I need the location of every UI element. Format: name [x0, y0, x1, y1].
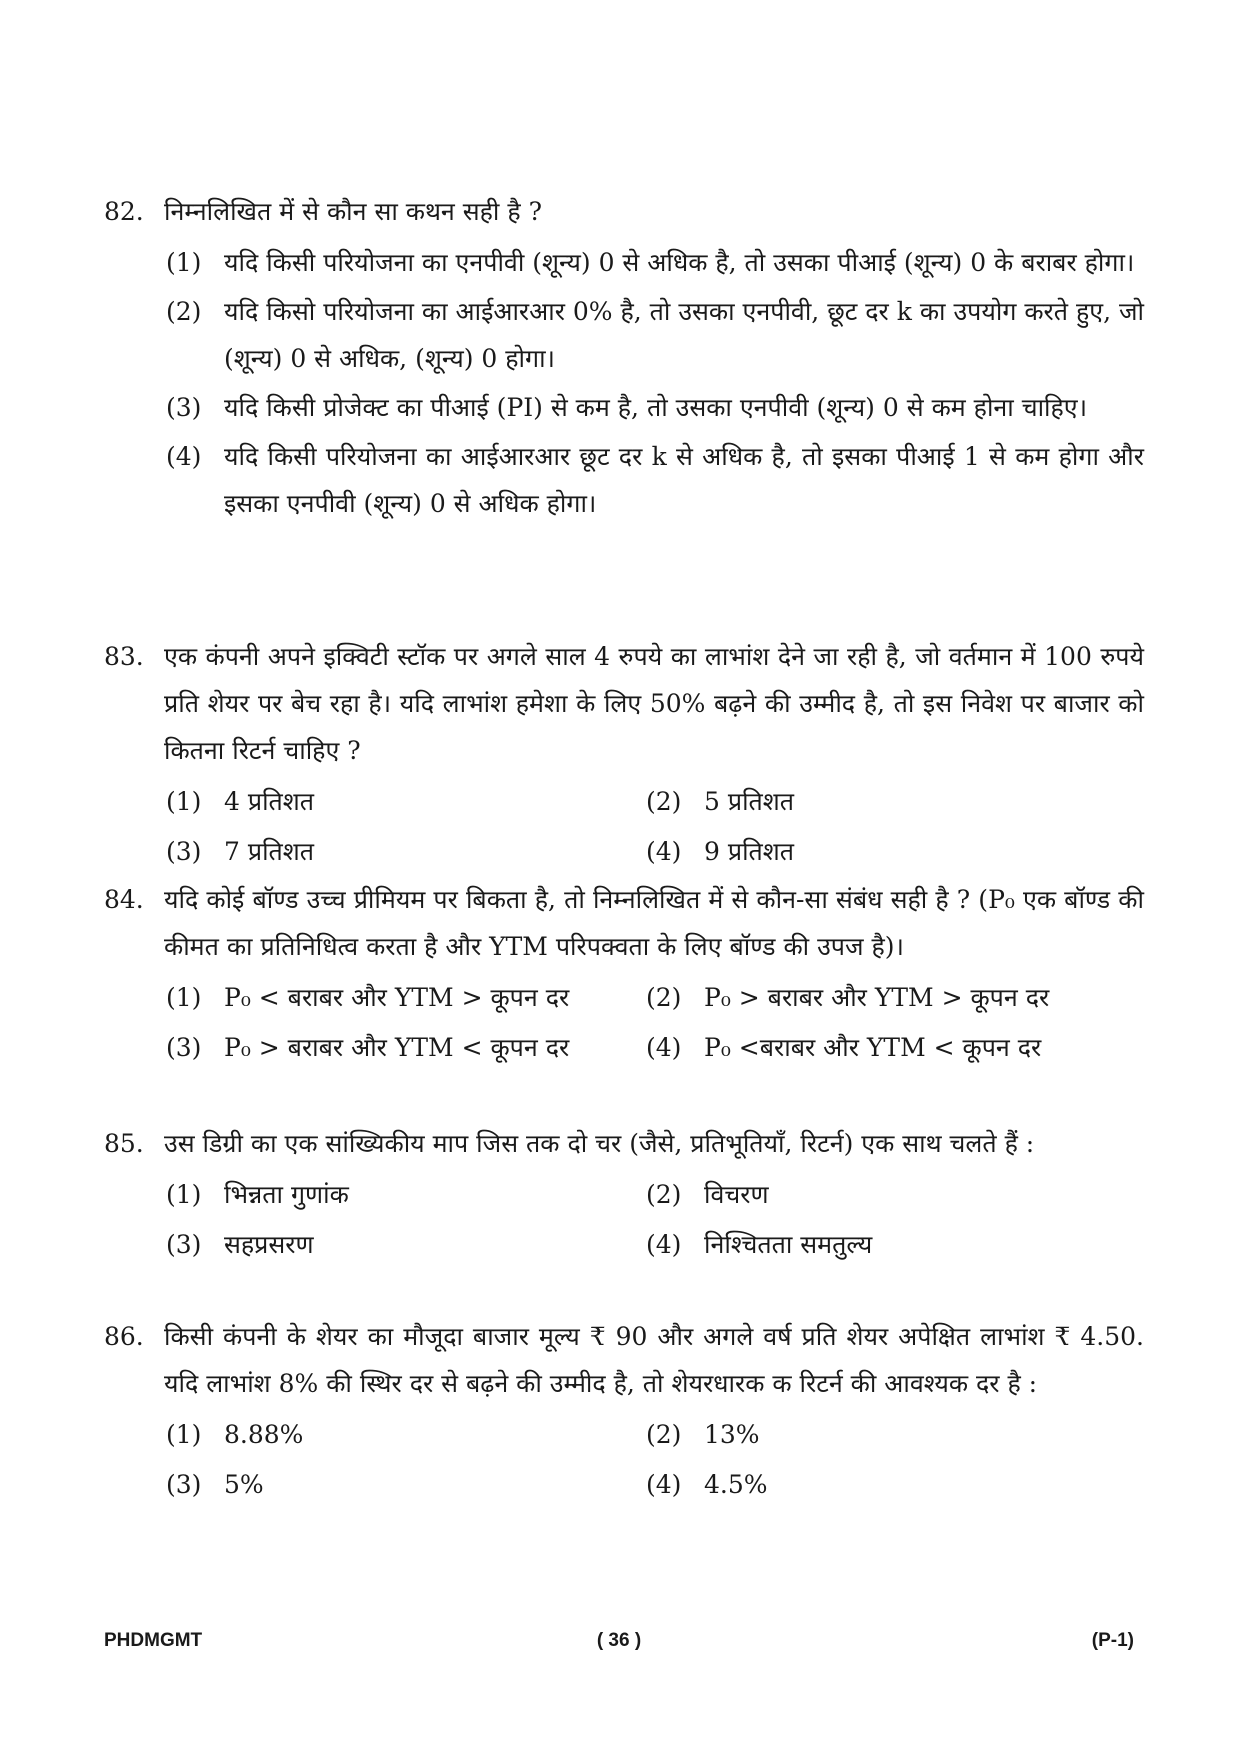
question-text: किसी कंपनी के शेयर का मौजूदा बाजार मूल्य ₹ 90 और अगले वर्ष प्रति शेयर अपेक्षित लाभांश ₹ 4.50. यदि लाभांश 8% की स्थिर दर से बढ़ने की उम्मीद है, तो शेयरधारक क रिटर्न की आवश्यक दर है :: [164, 1322, 1144, 1398]
option-4: [644, 828, 1124, 875]
option-3: [164, 1221, 644, 1268]
option-text: यदि किसी प्रोजेक्ट का पीआई (PI) से कम है, तो उसका एनपीवी (शून्य) 0 से कम होना चाहिए।: [224, 393, 1088, 422]
option-number: (2): [646, 787, 682, 816]
option-text: विचरण: [704, 1180, 769, 1209]
option-text: यदि किसो परियोजना का आईआरआर 0% है, तो उसका एनपीवी, छूट दर k का उपयोग करते हुए, जो (शून्य) 0 से अधिक, (शून्य) 0 होगा।: [224, 297, 1144, 373]
question-text: यदि कोई बॉण्ड उच्च प्रीमियम पर बिकता है, तो निम्नलिखित में से कौन-सा संबंध सही है ? (P₀ एक बॉण्ड की कीमत का प्रतिनिधित्व करता है और YTM परिपक्वता के लिए बॉण्ड की उपज है)।: [164, 885, 1144, 961]
option-text: 5%: [224, 1470, 264, 1499]
option-4: [644, 1221, 1124, 1268]
option-number: (1): [166, 1180, 202, 1209]
option-1: [164, 974, 644, 1021]
question-84: [104, 876, 1144, 1071]
option-1: [164, 239, 1144, 286]
option-text: P₀ > बराबर और YTM < कूपन दर: [224, 1033, 570, 1062]
option-text: 9 प्रतिशत: [704, 837, 795, 866]
option-number: (2): [646, 1420, 682, 1449]
question-text: उस डिग्री का एक सांख्यिकीय माप जिस तक दो चर (जैसे, प्रतिभूतियाँ, रिटर्न) एक साथ चलते हैं :: [164, 1129, 1035, 1158]
option-number: (2): [166, 297, 202, 326]
option-2: [644, 1171, 1124, 1218]
option-1: [164, 778, 644, 825]
option-4: [644, 1024, 1124, 1071]
option-text: 7 प्रतिशत: [224, 837, 315, 866]
option-4: [644, 1461, 1124, 1508]
option-number: (4): [646, 1230, 682, 1259]
option-text: 4 प्रतिशत: [224, 787, 315, 816]
option-number: (2): [646, 1180, 682, 1209]
page-number: ( 36 ): [596, 1630, 642, 1651]
option-3: [164, 1024, 644, 1071]
option-text: सहप्रसरण: [224, 1230, 314, 1259]
page-footer: [104, 1630, 1134, 1660]
option-number: (3): [166, 1470, 202, 1499]
option-text: 13%: [704, 1420, 760, 1449]
option-number: (4): [166, 442, 202, 471]
option-number: (3): [166, 1230, 202, 1259]
option-number: (3): [166, 1033, 202, 1062]
question-number: 85.: [104, 1129, 144, 1158]
option-text: 4.5%: [704, 1470, 768, 1499]
option-number: (4): [646, 837, 682, 866]
option-number: (2): [646, 983, 682, 1012]
option-4: [164, 433, 1144, 527]
option-text: 5 प्रतिशत: [704, 787, 795, 816]
question-number: 86.: [104, 1322, 144, 1351]
set-code: (P-1): [1091, 1630, 1134, 1651]
option-text: P₀ > बराबर और YTM > कूपन दर: [704, 983, 1050, 1012]
option-text: P₀ < बराबर और YTM > कूपन दर: [224, 983, 570, 1012]
option-grid: [164, 778, 1144, 875]
option-text: यदि किसी परियोजना का आईआरआर छूट दर k से अधिक है, तो इसका पीआई 1 से कम होगा और इसका एनपीवी (शून्य) 0 से अधिक होगा।: [224, 442, 1144, 518]
question-85: [104, 1120, 1144, 1268]
question-82: [104, 188, 1144, 529]
question-86: [104, 1313, 1144, 1508]
option-number: (1): [166, 983, 202, 1012]
question-text: एक कंपनी अपने इक्विटी स्टॉक पर अगले साल 4 रुपये का लाभांश देने जा रही है, जो वर्तमान में 100 रुपये प्रति शेयर पर बेच रहा है। यदि लाभांश हमेशा के लिए 50% बढ़ने की उम्मीद है, तो इस निवेश पर बाजार को कितना रिटर्न चाहिए ?: [164, 642, 1144, 765]
option-number: (3): [166, 837, 202, 866]
question-number: 83.: [104, 642, 144, 671]
option-number: (1): [166, 1420, 202, 1449]
option-grid: [164, 1411, 1144, 1508]
option-1: [164, 1171, 644, 1218]
option-grid: [164, 1171, 1144, 1268]
option-text: P₀ <बराबर और YTM < कूपन दर: [704, 1033, 1042, 1062]
option-number: (1): [166, 248, 202, 277]
option-3: [164, 828, 644, 875]
option-text: भिन्नता गुणांक: [224, 1180, 349, 1209]
question-number: 84.: [104, 885, 144, 914]
paper-code: PHDMGMT: [104, 1630, 203, 1651]
option-2: [644, 1411, 1124, 1458]
option-3: [164, 384, 1144, 431]
option-number: (1): [166, 787, 202, 816]
option-text: 8.88%: [224, 1420, 304, 1449]
option-text: यदि किसी परियोजना का एनपीवी (शून्य) 0 से अधिक है, तो उसका पीआई (शून्य) 0 के बराबर होगा।: [224, 248, 1135, 277]
option-number: (4): [646, 1033, 682, 1062]
option-2: [644, 974, 1124, 1021]
question-83: [104, 633, 1144, 875]
option-number: (3): [166, 393, 202, 422]
option-2: [164, 288, 1144, 382]
option-number: (4): [646, 1470, 682, 1499]
option-3: [164, 1461, 644, 1508]
question-text: निम्नलिखित में से कौन सा कथन सही है ?: [164, 197, 542, 226]
option-1: [164, 1411, 644, 1458]
option-grid: [164, 974, 1144, 1071]
question-number: 82.: [104, 197, 144, 226]
option-2: [644, 778, 1124, 825]
option-text: निश्चितता समतुल्य: [704, 1230, 873, 1259]
option-list: [164, 239, 1144, 527]
